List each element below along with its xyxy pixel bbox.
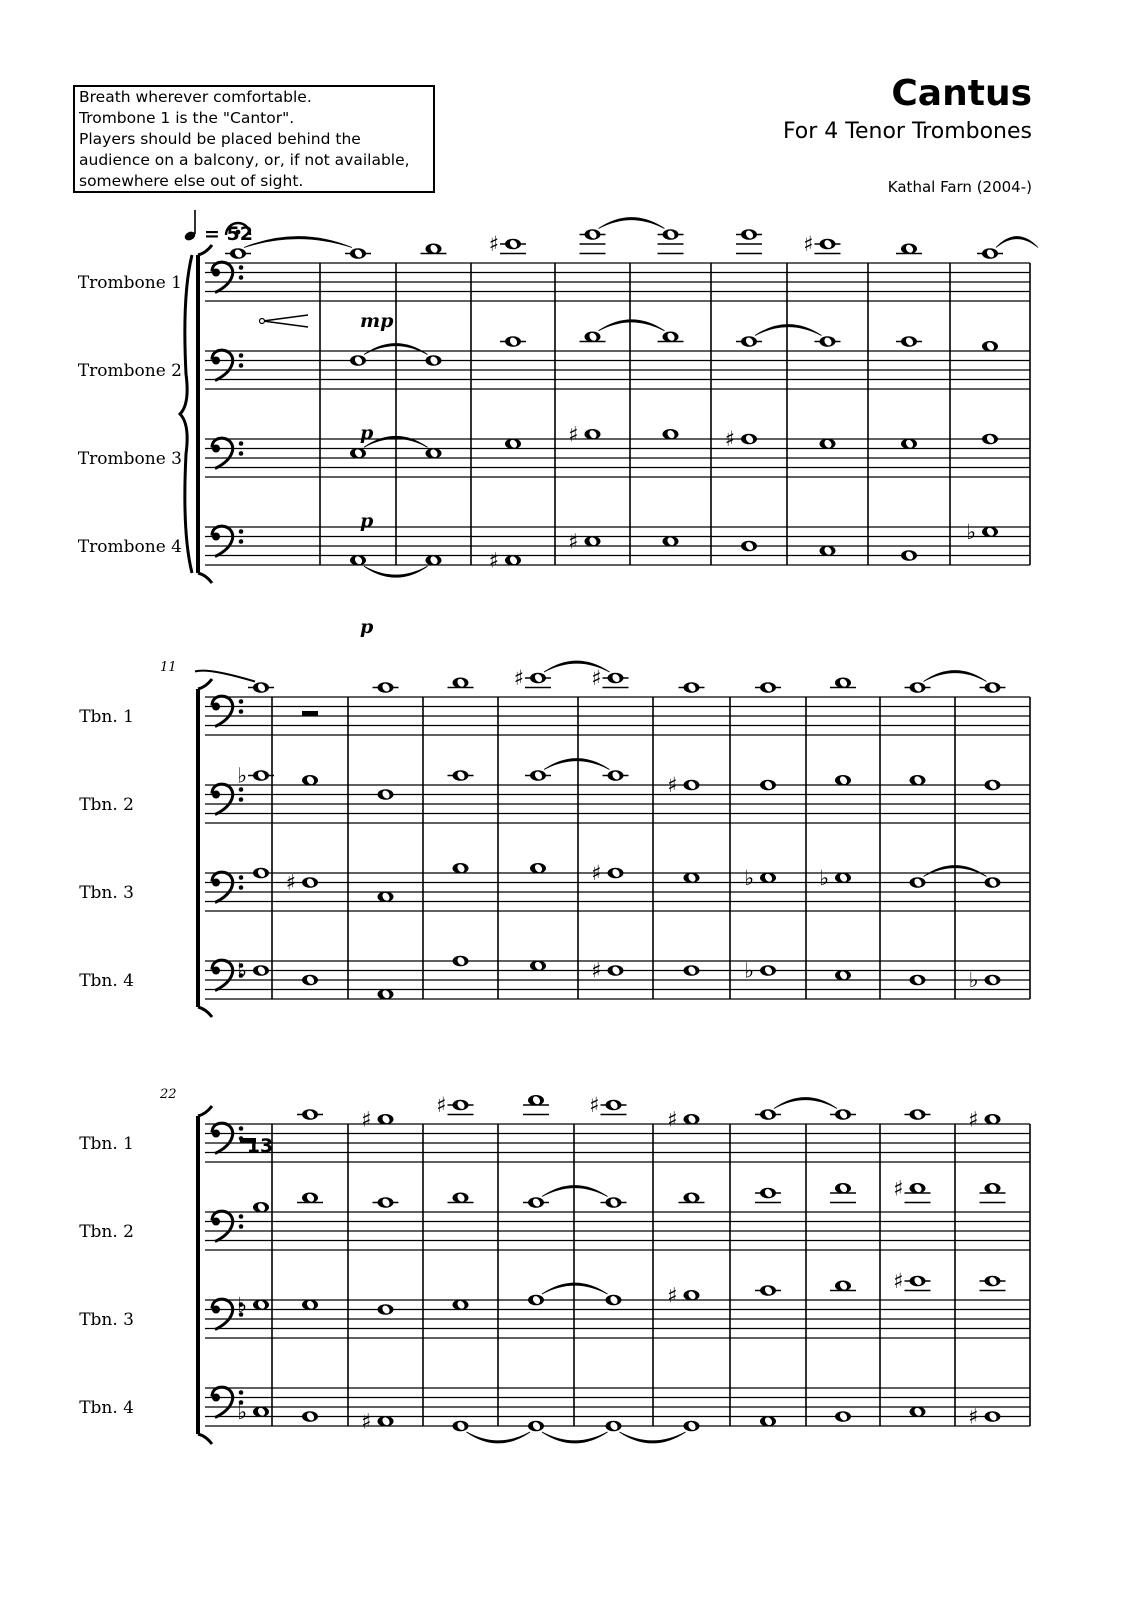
sharp-sign: ♯ [893, 1176, 904, 1201]
bass-clef-icon [212, 960, 233, 990]
system-bracket [196, 255, 200, 573]
crescendo-hairpin [263, 315, 308, 327]
measure-number: 22 [160, 1087, 177, 1102]
bass-clef-dot [239, 1390, 244, 1395]
staff-trombone-1 [79, 1093, 1030, 1212]
tie [599, 218, 665, 229]
instrument-name: Tbn. 1 [79, 707, 134, 727]
instrument-name: Trombone 1 [77, 273, 182, 293]
bass-clef-dot [212, 445, 220, 453]
staff-trombone-2 [79, 1176, 1030, 1300]
bass-clef-dot [239, 709, 244, 714]
sharp-sign: ♯ [667, 1107, 678, 1132]
tie [467, 1432, 531, 1443]
flat-sign: ♭ [744, 865, 754, 890]
bracket-hook [198, 1434, 212, 1444]
bass-clef-dot [239, 1224, 244, 1229]
dynamic-marking: mp [360, 310, 394, 332]
staff-system [79, 660, 1030, 1017]
bass-clef-dot [212, 1306, 220, 1314]
instrument-name: Tbn. 1 [79, 1134, 134, 1154]
staff-system [78, 210, 1038, 638]
bass-clef-dot [239, 1214, 244, 1219]
bass-clef-dot [239, 539, 244, 544]
flat-sign: ♭ [237, 763, 247, 788]
sharp-sign: ♯ [591, 861, 602, 885]
bass-clef-icon [212, 872, 233, 902]
dynamic-marking: p [360, 422, 374, 444]
bass-clef-icon [212, 350, 233, 380]
staff-trombone-2 [79, 759, 1030, 874]
staff-trombone-4 [79, 956, 1030, 1000]
bass-clef-icon [212, 438, 233, 468]
instrument-name: Trombone 3 [77, 449, 182, 469]
sharp-sign: ♯ [591, 958, 602, 983]
sharp-sign: ♯ [488, 232, 499, 256]
flat-sign: ♭ [819, 865, 829, 890]
tie [599, 320, 665, 331]
score-subtitle: For 4 Tenor Trombones [782, 119, 1032, 144]
bass-clef-dot [239, 1126, 244, 1131]
bracket-hook [198, 573, 212, 583]
bass-clef-dot [212, 1394, 220, 1402]
performance-note-line: somewhere else out of sight. [79, 172, 304, 190]
instrument-name: Tbn. 2 [79, 1222, 134, 1242]
tempo-value: = 52 [204, 223, 253, 245]
performance-note-line: Breath wherever comfortable. [79, 88, 312, 106]
tie [544, 759, 610, 770]
bass-clef-dot [212, 791, 220, 799]
sharp-sign: ♯ [361, 1107, 372, 1132]
staff-trombone-2 [77, 320, 1030, 447]
whole-rest [302, 711, 318, 716]
niente-circle [260, 319, 265, 324]
sharp-sign: ♯ [667, 1283, 678, 1308]
system-bracket [196, 1116, 200, 1434]
tempo-marking [183, 210, 253, 245]
tie [542, 1432, 608, 1443]
bracket-hook [198, 1106, 212, 1116]
bass-clef-dot [239, 787, 244, 792]
measure-number: 11 [160, 660, 177, 675]
bass-clef-icon [212, 526, 233, 556]
bass-clef-dot [239, 529, 244, 534]
time-signature: 13 [246, 1135, 274, 1157]
bass-clef-dot [212, 1130, 220, 1138]
sharp-sign: ♯ [893, 1269, 904, 1293]
staff-trombone-4 [79, 1387, 1030, 1443]
tie-continuation [195, 671, 255, 682]
tie [774, 1098, 837, 1109]
bass-clef-dot [239, 441, 244, 446]
sharp-sign: ♯ [968, 1404, 979, 1429]
staff-system [79, 1087, 1030, 1444]
flat-sign: ♭ [968, 968, 979, 992]
sharp-sign: ♯ [589, 1093, 600, 1117]
flat-sign: ♭ [966, 519, 976, 544]
sharp-sign: ♯ [513, 666, 524, 690]
staff-trombone-3 [78, 422, 1030, 532]
bass-clef-dot [239, 353, 244, 358]
staff-trombone-1 [79, 661, 1030, 785]
bracket-hook [198, 1007, 212, 1017]
staff-trombone-3 [79, 861, 1030, 961]
bass-clef-dot [212, 703, 220, 711]
composer-credit: Kathal Farn (2004-) [887, 178, 1032, 196]
bass-clef-dot [212, 357, 220, 365]
system-bracket [196, 689, 200, 1007]
tie [924, 671, 987, 682]
grand-brace [180, 255, 192, 573]
bass-clef-icon [212, 1123, 233, 1153]
dynamic-marking: p [360, 510, 374, 532]
sharp-sign: ♯ [361, 1409, 372, 1434]
sharp-sign: ♯ [667, 773, 678, 797]
tie [755, 325, 822, 336]
bass-clef-dot [239, 275, 244, 280]
sharp-sign: ♯ [591, 666, 602, 690]
bass-clef-dot [212, 533, 220, 541]
bass-clef-dot [239, 265, 244, 270]
bass-clef-icon [212, 696, 233, 726]
staff-trombone-4 [78, 520, 1030, 638]
dynamic-marking: p [360, 616, 374, 638]
tie [996, 237, 1038, 248]
bass-clef-icon [212, 1387, 233, 1417]
sharp-sign: ♯ [968, 1107, 979, 1132]
performance-note-line: Players should be placed behind the [79, 130, 361, 148]
bracket-hook [198, 679, 212, 689]
sharp-sign: ♯ [568, 422, 579, 447]
flat-sign: ♭ [237, 1399, 247, 1424]
bass-clef-icon [212, 1299, 233, 1329]
bass-clef-dot [239, 699, 244, 704]
sharp-sign: ♯ [724, 427, 735, 451]
sharp-sign: ♯ [488, 548, 499, 573]
instrument-name: Tbn. 3 [79, 1310, 134, 1330]
bass-clef-dot [239, 363, 244, 368]
bass-clef-dot [239, 875, 244, 880]
sharp-sign: ♯ [285, 870, 296, 895]
instrument-name: Tbn. 2 [79, 795, 134, 815]
instrument-name: Trombone 2 [77, 361, 182, 381]
flat-sign: ♭ [237, 958, 247, 983]
instrument-name: Tbn. 3 [79, 883, 134, 903]
performance-note-line: Trombone 1 is the "Cantor". [79, 109, 295, 127]
tie [364, 566, 428, 577]
tie [244, 237, 352, 248]
score-title: Cantus [891, 73, 1032, 114]
staff-trombone-3 [79, 1269, 1030, 1388]
sharp-sign: ♯ [803, 232, 814, 256]
bass-clef-dot [239, 885, 244, 890]
performance-note-line: audience on a balcony, or, if not available, [79, 151, 410, 169]
bass-clef-icon [212, 1211, 233, 1241]
bass-clef-icon [212, 262, 233, 292]
bass-clef-dot [212, 967, 220, 975]
instrument-name: Tbn. 4 [79, 1398, 134, 1418]
sharp-sign: ♯ [436, 1093, 447, 1117]
tie [620, 1432, 686, 1443]
bass-clef-dot [212, 269, 220, 277]
flat-sign: ♭ [744, 958, 754, 983]
bass-clef-dot [212, 1218, 220, 1226]
flat-sign: ♭ [237, 1292, 247, 1317]
bass-clef-dot [239, 451, 244, 456]
sharp-sign: ♯ [568, 529, 579, 554]
bass-clef-dot [212, 879, 220, 887]
bass-clef-icon [212, 784, 233, 814]
instrument-name: Tbn. 4 [79, 971, 134, 991]
bracket-hook [198, 245, 212, 255]
bass-clef-dot [239, 797, 244, 802]
instrument-name: Trombone 4 [77, 537, 182, 557]
